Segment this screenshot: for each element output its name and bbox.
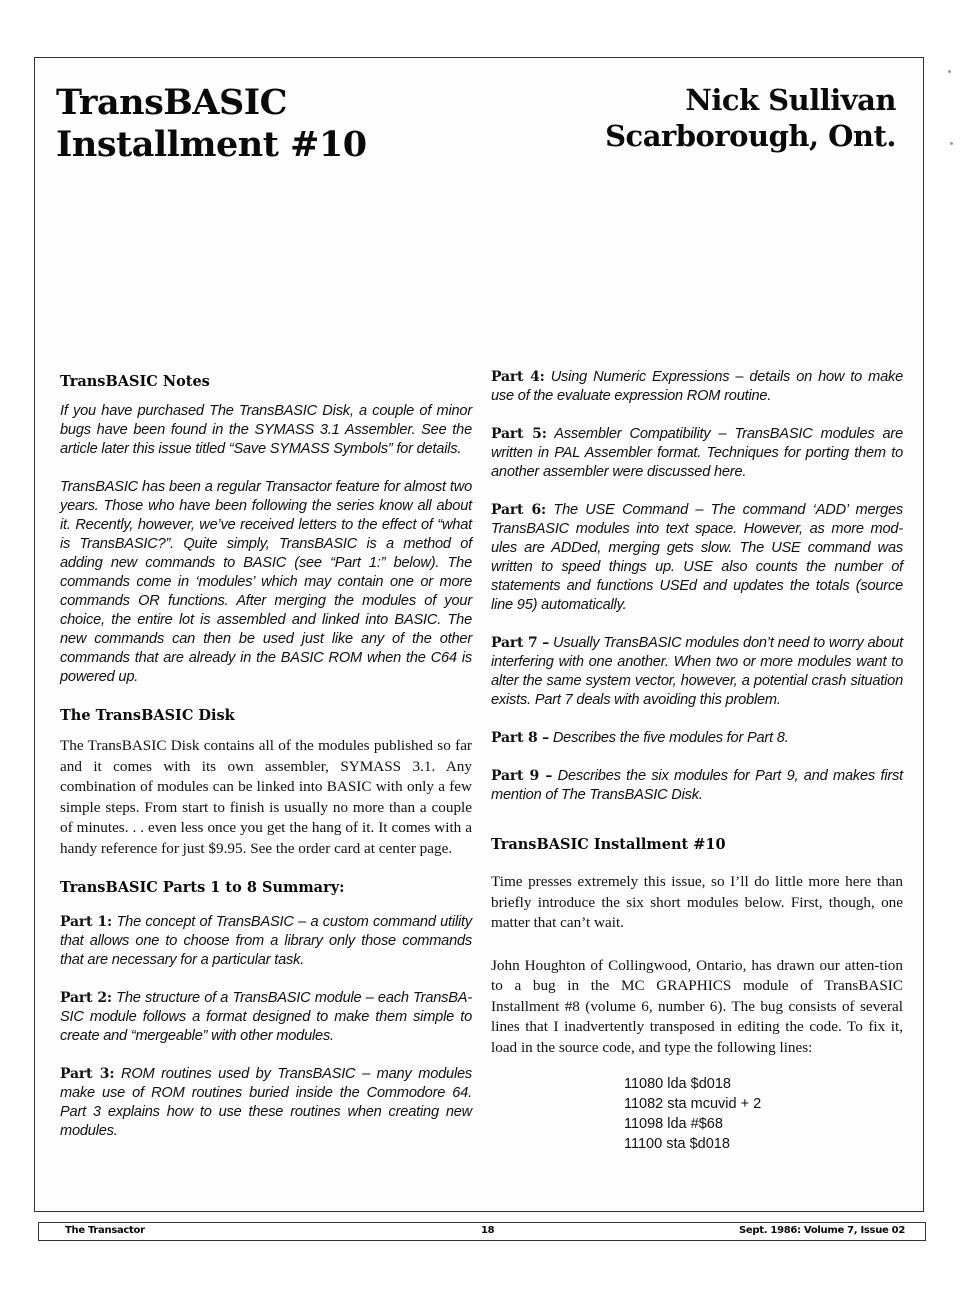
scan-speck [950, 142, 953, 145]
part-8-label: Part 8 – [491, 730, 549, 746]
code-listing [624, 1074, 903, 1154]
part-4-text: Using Numeric Expressions – details on how to make use of the evaluate expression ROM routine. [491, 369, 904, 404]
part-5-label: Part 5: [491, 426, 547, 442]
left-column [60, 372, 472, 1160]
code-line: 11080 lda $d018 [624, 1076, 731, 1092]
part-1-label: Part 1: [60, 914, 113, 930]
author-byline [605, 82, 896, 154]
part-2-label: Part 2: [60, 990, 112, 1006]
part-8-entry [491, 729, 903, 748]
installment-heading: TransBASIC Installment #10 [491, 836, 726, 853]
notes-paragraph-1: If you have purchased The TransBASIC Disk, a couple of minor bugs have been found in the SYMASS 3.1 Assembler. See the article later this issue titled “Save SYMASS Symbols” for details. [60, 403, 472, 457]
footer-publication: The Transactor [65, 1225, 145, 1236]
article-title-line-1: TransBASIC [56, 82, 288, 123]
page-footer [38, 1222, 926, 1241]
code-line: 11098 lda #$68 [624, 1116, 723, 1132]
author-name: Nick Sullivan [685, 83, 896, 117]
notes-paragraph-2: TransBASIC has been a regular Transactor feature for almost two years. Those who have been following the series know all about it. Recently, however, we’ve received letters to the effect of “what is TransBASIC?”. Quite simply, TransBASIC is a method of adding new commands to BASIC (see “Part 1:” below). The commands come in ‘modules’ which may contain one or more commands OR functions. After merging the modules of your choice, the entire lot is assembled and linked into BASIC. The new commands can then be used just like any of the other commands that are already in the BASIC ROM when the C64 is powered up. [60, 479, 472, 685]
footer-page-number: 18 [481, 1225, 495, 1236]
installment-paragraph-1: Time presses extremely this issue, so I’ll do little more here than briefly introduce the six short modules below. First, though, one matter that can’t wait. [491, 873, 903, 931]
part-1-entry [60, 913, 472, 970]
part-6-label: Part 6: [491, 502, 546, 518]
part-4-label: Part 4: [491, 369, 545, 385]
part-6-text: The USE Command – The command ‘ADD’ merges TransBASIC modules into text space. However, as more mod-ules are ADDed, merging gets slow. The USE command was written to speed things up. USE also counts the number of statements and functions USEd and updates the totals (source line 95) automatically. [491, 502, 904, 613]
part-4-entry [491, 368, 903, 406]
part-7-entry [491, 634, 903, 710]
part-1-text: The concept of TransBASIC – a custom command utility that allows one to choose from a library only those commands that are necessary for a particular task. [60, 914, 472, 968]
part-5-entry [491, 425, 903, 482]
code-line: 11100 sta $d018 [624, 1136, 730, 1152]
part-8-text: Describes the five modules for Part 8. [552, 730, 789, 746]
article-title [56, 82, 367, 166]
part-2-entry [60, 989, 472, 1046]
part-6-entry [491, 501, 903, 615]
part-3-label: Part 3: [60, 1066, 115, 1082]
right-column [491, 368, 903, 1154]
part-9-text: Describes the six modules for Part 9, and makes first mention of The TransBASIC Disk. [491, 768, 903, 803]
summary-heading: TransBASIC Parts 1 to 8 Summary: [60, 879, 345, 896]
footer-issue: Sept. 1986: Volume 7, Issue 02 [739, 1225, 905, 1236]
part-7-text: Usually TransBASIC modules don’t need to worry about interfering with one another. When two or more modules want to alter the same system vector, however, a potential crash situation exists. Part 7 deals with avoiding this problem. [491, 635, 903, 708]
scan-speck [948, 70, 951, 73]
notes-heading: TransBASIC Notes [60, 373, 210, 390]
part-5-text: Assembler Compatibility – TransBASIC modules are written in PAL Assembler format. Techniques for porting them to another assembler were discussed here. [491, 426, 904, 480]
disk-heading: The TransBASIC Disk [60, 707, 235, 724]
part-9-entry [491, 767, 903, 805]
article-title-line-2: Installment #10 [56, 124, 367, 165]
part-9-label: Part 9 – [491, 768, 553, 784]
code-line: 11082 sta mcuvid + 2 [624, 1096, 762, 1112]
disk-paragraph: The TransBASIC Disk contains all of the modules published so far and it comes with its own assembler, SYMASS 3.1. Any combination of modules can be linked into BASIC with only a few simple steps. From start to finish is usually no more than a couple of minutes. . . even less once you get the hang of it. It comes with a handy reference for just $9.95. See the order card at center page. [60, 737, 472, 857]
part-7-label: Part 7 – [491, 635, 550, 651]
part-3-entry [60, 1065, 472, 1141]
installment-paragraph-2: John Houghton of Collingwood, Ontario, has drawn our atten-tion to a bug in the MC GRAPHICS module of TransBASIC Installment #8 (volume 6, number 6). The bug consists of several lines that I inadvertently transposed in editing the code. To fix it, load in the source code, and type the following lines: [491, 956, 903, 1056]
part-2-text: The structure of a TransBASIC module – each TransBA-SIC module follows a format designed to make them simple to create and “mergeable” with other modules. [60, 990, 472, 1044]
part-3-text: ROM routines used by TransBASIC – many modules make use of ROM routines buried inside the Commodore 64. Part 3 explains how to use these routines when creating new modules. [60, 1066, 473, 1139]
author-location: Scarborough, Ont. [605, 119, 896, 153]
